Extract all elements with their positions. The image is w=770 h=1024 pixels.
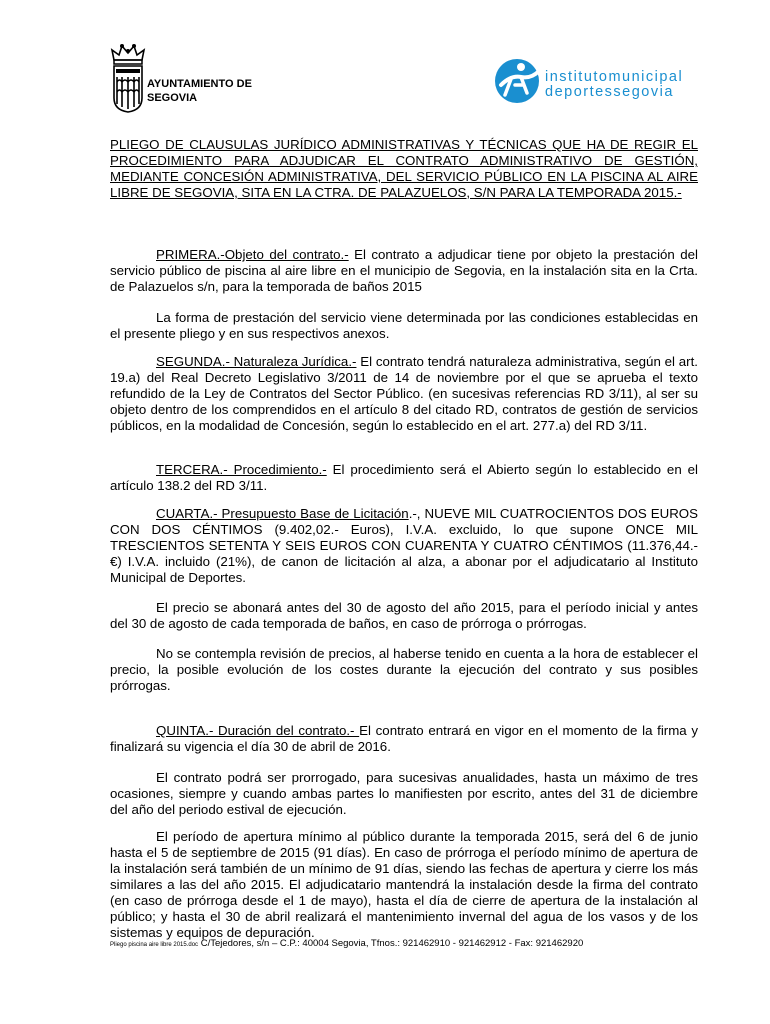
clause-segunda (110, 354, 698, 434)
ayuntamiento-line2: SEGOVIA (147, 92, 198, 104)
paragraph (110, 600, 698, 632)
imd-name-line1: institutomunicipal (545, 69, 684, 85)
paragraph (110, 310, 698, 342)
footer-address: C/Tejedores, s/n – C.P.: 40004 Segovia, Tfnos.: 921462910 - 921462912 - Fax: 921462920 (198, 938, 584, 949)
clause-text: El contrato a adjudicar tiene por objeto la prestación del servicio público de piscina al aire libre en el municipio de Segovia, en la instalación sita en la Crta. de Palazuelos s/n, para la temporada de baños 2015 (110, 247, 698, 294)
clause-text: El contrato entrará en vigor en el momento de la firma y finalizará su vigencia el día 30 de abril de 2016. (110, 723, 698, 754)
footer-filename: Pliego piscina aire libre 2015.doc (110, 942, 199, 948)
clause-quinta (110, 723, 698, 755)
paragraph-text: El período de apertura mínimo al público durante la temporada 2015, será del 6 de junio hasta el 5 de septiembre de 2015 (91 días). En caso de prórroga el período mínimo de apertura de la instalación será también de un mínimo de 91 días, siendo las fechas de apertura y cierre los más similares a las del año 2015. El adjudicatario mantendrá la instalación desde la firma del contrato (en caso de prórroga desde el 1 de mayo), hasta el día de cierre de apertura de la instalación al público; y hasta el 30 de abril realizará el mantenimiento invernal del agua de los vasos y de los sistemas y equipos de depuración. (110, 829, 698, 940)
paragraph-text: No se contempla revisión de precios, al haberse tenido en cuenta a la hora de establecer el precio, la posible evolución de los costes durante la ejecución del contrato y sus posibles prórrogas. (110, 646, 698, 693)
imd-logo (493, 55, 708, 105)
coat-of-arms-icon (108, 42, 148, 114)
imd-name-line2: deportessegovia (545, 84, 674, 100)
paragraph (110, 829, 698, 941)
clause-tercera (110, 462, 698, 494)
clause-primera (110, 247, 698, 295)
clause-text: .-, NUEVE MIL CUATROCIENTOS DOS EUROS CON DOS CÉNTIMOS (9.402,02.- Euros), I.V.A. excluido, lo que supone ONCE MIL TRESCIENTOS SETENTA Y SEIS EUROS CON CUARENTA Y CUATRO CÉNTIMOS (11.376,44.-€) I.V.A. incluido (21%), de canon de licitación al alza, a abonar por el adjudicatario al Instituto Municipal de Deportes. (110, 506, 699, 585)
clause-heading: PRIMERA.-Objeto del contrato.- (156, 247, 349, 262)
clause-text: El procedimiento será el Abierto según lo establecido en el artículo 138.2 del RD 3/11. (110, 462, 698, 493)
clause-heading: TERCERA.- Procedimiento.- (156, 462, 327, 477)
clause-cuarta (110, 506, 698, 586)
page-footer (110, 938, 583, 949)
paragraph (110, 770, 698, 818)
ayuntamiento-line1: AYUNTAMIENTO DE (147, 78, 252, 90)
paragraph-text: El contrato podrá ser prorrogado, para sucesivas anualidades, hasta un máximo de tres ocasiones, siempre y cuando ambas partes lo manifiesten por escrito, antes del 31 de diciembre del año del periodo estival de ejecución. (110, 770, 698, 817)
clause-heading: SEGUNDA.- Naturaleza Jurídica.- (156, 354, 357, 369)
ayuntamiento-name (147, 77, 252, 105)
imd-emblem-icon (493, 55, 545, 105)
clause-heading: QUINTA.- Duración del contrato.- (156, 723, 360, 738)
clause-text: El contrato tendrá naturaleza administrativa, según el art. 19.a) del Real Decreto Legislativo 3/2011 de 14 de noviembre por el que se aprueba el texto refundido de la Ley de Contratos del Sector Público. (en sucesivas referencias RD 3/11), al ser su objeto dentro de los comprendidos en el artículo 8 del citado RD, contratos de gestión de servicios públicos, en la modalidad de Concesión, según lo establecido en el art. 277.a) del RD 3/11. (110, 354, 698, 433)
paragraph-text: La forma de prestación del servicio viene determinada por las condiciones establecidas en el presente pliego y en sus respectivos anexos. (110, 310, 698, 341)
paragraph (110, 646, 698, 694)
paragraph-text: El precio se abonará antes del 30 de agosto del año 2015, para el período inicial y antes del 30 de agosto de cada temporada de baños, en caso de prórroga o prórrogas. (110, 600, 698, 631)
clause-heading: CUARTA.- Presupuesto Base de Licitación (156, 506, 409, 521)
ayuntamiento-logo (108, 42, 308, 114)
document-title: PLIEGO DE CLAUSULAS JURÍDICO ADMINISTRATIVAS Y TÉCNICAS QUE HA DE REGIR EL PROCEDIMIENTO PARA ADJUDICAR EL CONTRATO ADMINISTRATIVO DE GESTIÓN, MEDIANTE CONCESIÓN ADMINISTRATIVA, DEL SERVICIO PÚBLICO EN LA PISCINA AL AIRE LIBRE DE SEGOVIA, SITA EN LA CTRA. DE PALAZUELOS, S/N PARA LA TEMPORADA 2015.- (110, 137, 698, 200)
